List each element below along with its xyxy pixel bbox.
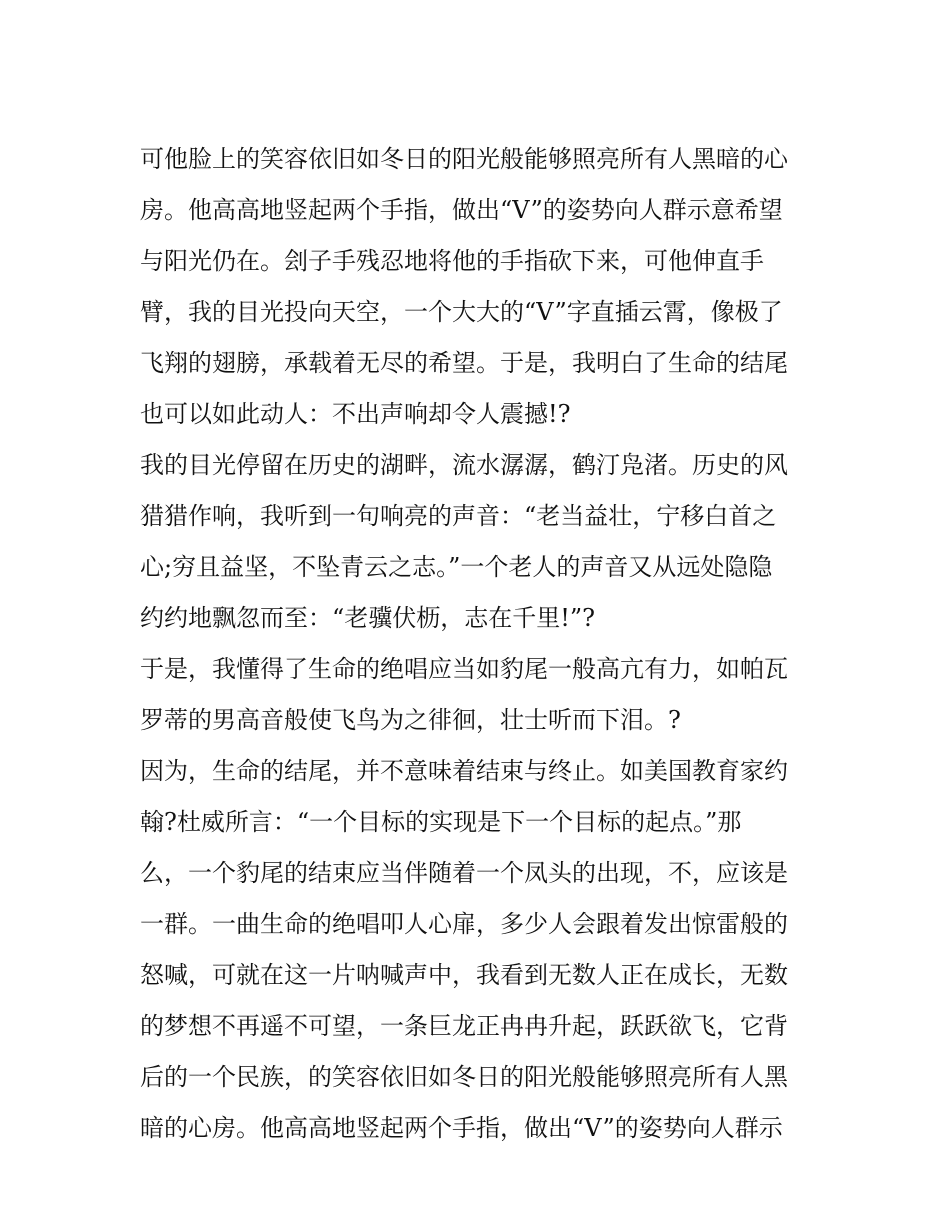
text-line: 罗蒂的男高音般使飞鸟为之徘徊，壮士听而下泪。? — [140, 706, 681, 734]
text-line: 因为，生命的结尾，并不意味着结束与终止。如美国教育家约 — [140, 757, 788, 785]
text-line: 一群。一曲生命的绝唱叩人心扉，多少人会跟着发出惊雷般的 — [140, 910, 788, 938]
text-line: 可他脸上的笑容依旧如冬日的阳光般能够照亮所有人黑暗的心 — [140, 145, 788, 173]
text-line: 的梦想不再遥不可望，一条巨龙正冉冉升起，跃跃欲飞，它背 — [140, 1012, 788, 1040]
text-line: 猎猎作响，我听到一句响亮的声音：“老当益壮，宁移白首之 — [140, 502, 777, 530]
text-line: 心;穷且益坚，不坠青云之志。”一个老人的声音又从远处隐隐 — [140, 553, 773, 581]
text-line: 约约地飘忽而至：“老骥伏枥，志在千里!”? — [140, 604, 596, 632]
text-line: 我的目光停留在历史的湖畔，流水潺潺，鹤汀凫渚。历史的风 — [140, 451, 788, 479]
text-line: 与阳光仍在。刽子手残忍地将他的手指砍下来，可他伸直手 — [140, 247, 764, 275]
text-line: 么，一个豹尾的结束应当伴随着一个凤头的出现，不，应该是 — [140, 859, 788, 887]
text-line: 飞翔的翅膀，承载着无尽的希望。于是，我明白了生命的结尾 — [140, 349, 788, 377]
text-line: 房。他高高地竖起两个手指，做出“V”的姿势向人群示意希望 — [140, 196, 783, 224]
text-line: 后的一个民族，的笑容依旧如冬日的阳光般能够照亮所有人黑 — [140, 1063, 788, 1091]
text-line: 翰?杜威所言：“一个目标的实现是下一个目标的起点。”那 — [140, 808, 742, 836]
document-body — [140, 134, 830, 1154]
text-line: 臂，我的目光投向天空，一个大大的“V”字直插云霄，像极了 — [140, 298, 783, 326]
text-line: 暗的心房。他高高地竖起两个手指，做出“V”的姿势向人群示 — [140, 1114, 783, 1142]
text-line: 于是，我懂得了生命的绝唱应当如豹尾一般高亢有力，如帕瓦 — [140, 655, 788, 683]
text-line: 怒喊，可就在这一片呐喊声中，我看到无数人正在成长，无数 — [140, 961, 788, 989]
text-line: 也可以如此动人：不出声响却令人震撼!? — [140, 400, 571, 428]
